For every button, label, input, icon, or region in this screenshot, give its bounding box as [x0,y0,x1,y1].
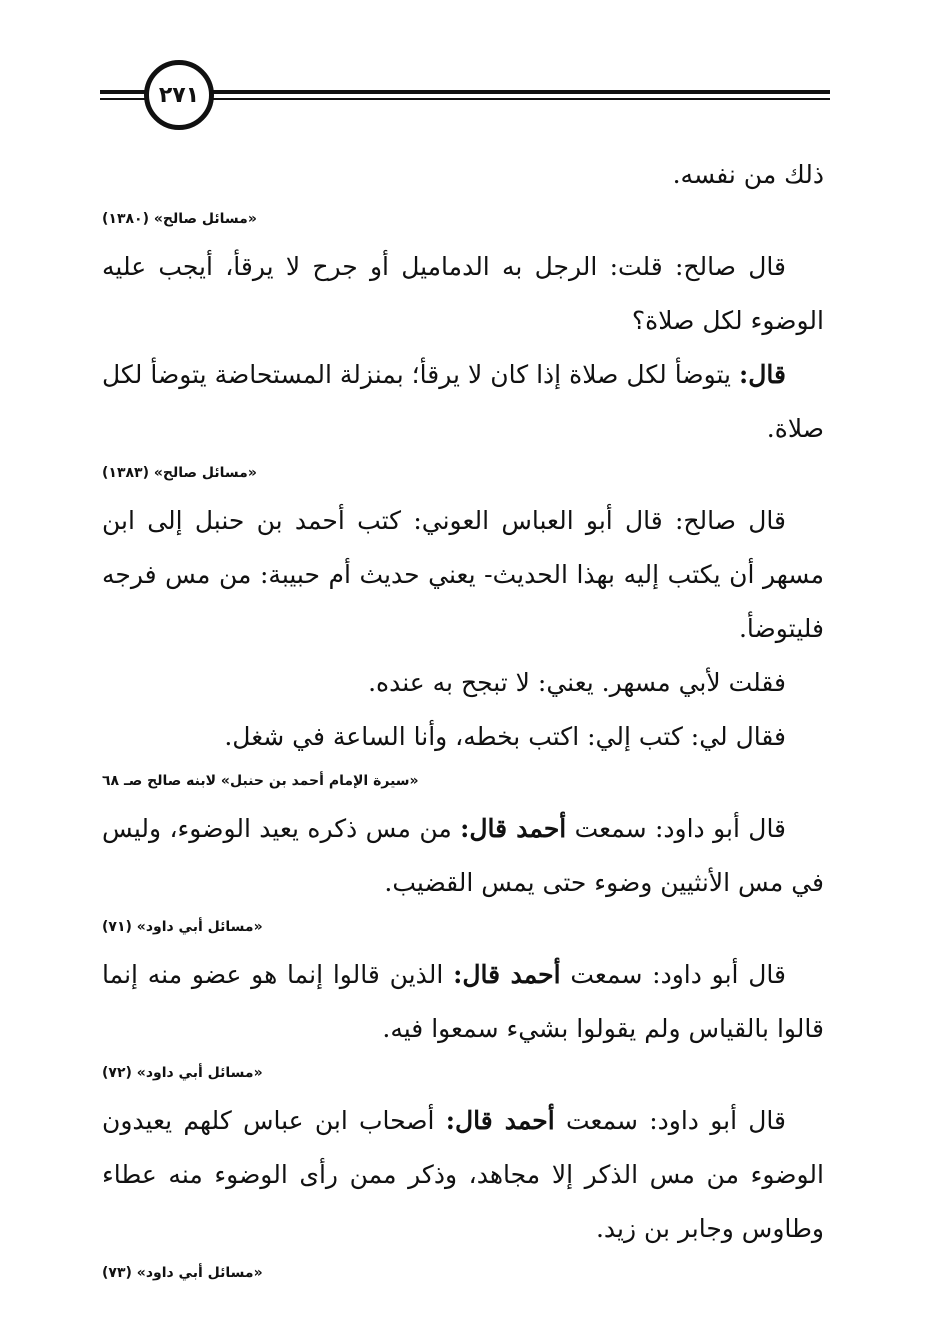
page-number: ٢٧١ [158,82,200,108]
header-rule-right [212,90,830,94]
paragraph [102,148,824,202]
paragraph [102,1094,824,1256]
text-run: فقلت لأبي مسهر. يعني: لا تبجح به عنده. [368,668,786,697]
paragraph [102,710,824,764]
text-run: قال أبو داود: سمعت [554,1106,787,1135]
source-reference: «مسائل صالح» (١٣٨٣) [102,465,257,481]
source-reference: «مسائل أبي داود» (٧٣) [102,1265,263,1281]
bold-speaker: أحمد قال: [453,960,561,989]
header-rule-right-thin [212,98,830,100]
source-reference: «سيرة الإمام أحمد بن حنبل» لابنه صالح صـ ٦٨ [102,773,419,789]
text-run: قال أبو داود: سمعت [566,814,787,843]
source-reference: «مسائل أبي داود» (٧١) [102,919,263,935]
paragraph [102,348,824,456]
paragraph [102,656,824,710]
bold-speaker: أحمد قال: [445,1106,555,1135]
text-run: قال أبو داود: سمعت [560,960,786,989]
text-run: قال صالح: قلت: الرجل به الدماميل أو جرح لا يرقأ، أيجب عليه الوضوء لكل صلاة؟ [102,252,824,335]
text-run: يتوضأ لكل صلاة إذا كان لا يرقأ؛ بمنزلة المستحاضة يتوضأ لكل صلاة. [102,360,824,443]
source-reference: «مسائل أبي داود» (٧٢) [102,1065,263,1081]
header-rule-left [100,90,148,94]
paragraph [102,240,824,348]
source-reference: «مسائل صالح» (١٣٨٠) [102,211,257,227]
page-number-badge [144,60,214,130]
paragraph [102,948,824,1056]
text-run: ذلك من نفسه. [672,160,824,189]
text-run: أصحاب ابن عباس كلهم يعيدون الوضوء من مس الذكر إلا مجاهد، وذكر ممن رأى الوضوء منه عطاء وطاوس وجابر بن زيد. [102,1106,824,1243]
page-header [100,60,830,140]
text-run: فقال لي: كتب إلي: اكتب بخطه، وأنا الساعة في شغل. [224,722,786,751]
text-run: قال صالح: قال أبو العباس العوني: كتب أحمد بن حنبل إلى ابن مسهر أن يكتب إليه بهذا الحديث- يعني حديث أم حبيبة: من مس فرجه فليتوضأ. [102,506,824,643]
paragraph [102,802,824,910]
bold-speaker: قال: [739,360,786,389]
text-run: من مس ذكره يعيد الوضوء، وليس في مس الأنثيين وضوء حتى يمس القضيب. [102,814,824,897]
header-rule-left-thin [100,98,148,100]
paragraph [102,494,824,656]
bold-speaker: أحمد قال: [460,814,567,843]
page-body [102,148,824,1294]
text-run: الذين قالوا إنما هو عضو منه إنما قالوا بالقياس ولم يقولوا بشيء سمعوا فيه. [102,960,824,1043]
